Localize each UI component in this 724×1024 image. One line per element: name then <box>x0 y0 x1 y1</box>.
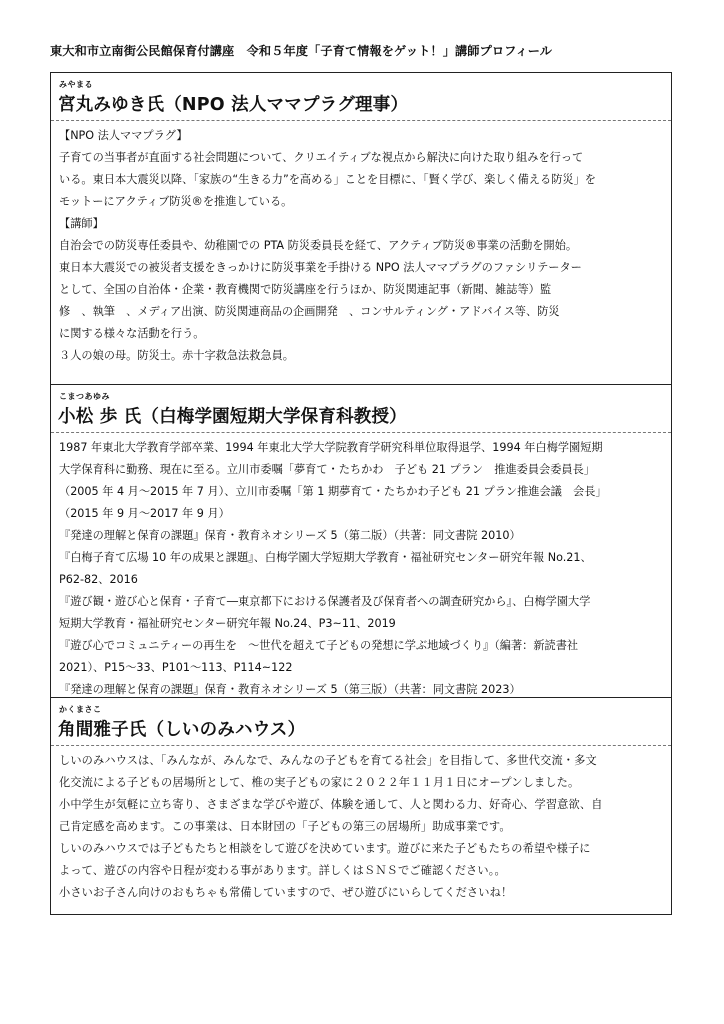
name-reading: みやまる <box>59 80 93 89</box>
body-line: 『発達の理解と保育の課題』保育・教育ネオシリーズ 5（第二版）（共著：同文書院 2010） <box>59 529 521 542</box>
profile-section-kakuma <box>51 698 671 914</box>
body-line: いる。東日本大震災以降、「家族の“生きる力”を高める」ことを目標に、「賢く学び、楽しく備える防災」を <box>59 173 596 186</box>
body-line: として、全国の自治体・企業・教育機関で防災講座を行うほか、防災関連記事（新聞、雑誌等）監 <box>59 283 552 296</box>
body-line: 化交流による子どもの居場所として、椎の実子どもの家に２０２２年１１月１日にオープンしました。 <box>59 776 580 789</box>
profile-body <box>51 746 671 904</box>
body-line: 短期大学教育・福祉研究センター研究年報 No.24、P3~11、2019 <box>59 617 396 630</box>
body-line: 【NPO 法人ママプラグ】 <box>59 129 188 142</box>
body-line: 『発達の理解と保育の課題』保育・教育ネオシリーズ 5（第三版）（共著：同文書院 2023） <box>59 683 521 696</box>
body-line: 【講師】 <box>59 217 104 230</box>
body-line: しいのみハウスでは子どもたちと相談をして遊びを決めています。遊びに来た子どもたちの希望や様子に <box>59 842 591 855</box>
body-line: 『遊び心でコミュニティーの再生を ～世代を超えて子どもの発想に学ぶ地域づくり』（編著：新読書社 <box>59 639 579 652</box>
lecturer-name: 小松 歩 氏（白梅学園短期大学保育科教授） <box>58 407 407 427</box>
profile-section-komatsu <box>51 385 671 698</box>
lecturer-name: 角間雅子氏（しいのみハウス） <box>58 720 306 740</box>
body-line: 小さいお子さん向けのおもちゃも常備していますので、ぜひ遊びにいらしてくださいね！ <box>59 886 513 899</box>
body-line: 己肯定感を高めます。この事業は、日本財団の「子どもの第三の居場所」助成事業です。 <box>59 820 511 833</box>
profile-heading <box>51 73 671 121</box>
body-line: 2021）、P15～33、P101～113、P114~122 <box>59 661 293 674</box>
profile-section-miyamaru <box>51 73 671 385</box>
profile-body <box>51 121 671 367</box>
body-line: 自治会での防災専任委員や、幼稚園での PTA 防災委員長を経て、アクティブ防災®事業の活動を開始。 <box>59 239 578 252</box>
body-line: P62-82、2016 <box>59 573 138 586</box>
document-title: 東大和市立南街公民館保育付講座 令和５年度「子育て情報をゲット！」講師プロフィール <box>50 44 553 58</box>
body-line: 修 、執筆 、メディア出演、防災関連商品の企画開発 、コンサルティング・アドバイス等、防災 <box>59 305 560 318</box>
name-reading: かくまさこ <box>59 705 102 714</box>
body-line: しいのみハウスは、「みんなが、みんなで、みんなの子どもを育てる社会」を目指して、多世代交流・多文 <box>59 754 597 767</box>
lecturer-name: 宮丸みゆき氏（NPO 法人ママプラグ理事） <box>58 95 409 115</box>
body-line: 東日本大震災での被災者支援をきっかけに防災事業を手掛ける NPO 法人ママプラグのファシリテーター <box>59 261 582 274</box>
body-line: 子育ての当事者が直面する社会問題について、クリエイティブな視点から解決に向けた取り組みを行って <box>59 151 584 164</box>
body-line: よって、遊びの内容や日程が変わる事があります。詳しくはＳＮＳでご確認ください。。 <box>59 864 506 877</box>
body-line: 大学保育科に勤務、現在に至る。立川市委嘱「夢育て・たちかわ 子ども 21 プラン 推進委員会委員長」 <box>59 463 595 476</box>
body-line: 小中学生が気軽に立ち寄り、さまざまな学びや遊び、体験を通して、人と関わる力、好奇心、学習意欲、自 <box>59 798 603 811</box>
body-line: ３人の娘の母。防災士。赤十字救急法救急員。 <box>59 349 294 362</box>
profile-body <box>51 433 671 701</box>
profile-table <box>50 72 672 915</box>
body-line: に関する様々な活動を行う。 <box>59 327 205 340</box>
body-line: （2005 年 4 月～2015 年 7 月）、立川市委嘱「第 1 期夢育て・たちかわ子ども 21 プラン推進会議 会長」 <box>59 485 607 498</box>
body-line: モットーにアクティブ防災®を推進している。 <box>59 195 293 208</box>
profile-heading <box>51 698 671 746</box>
body-line: 『遊び観・遊び心と保育・子育て―東京都下における保護者及び保育者への調査研究から』、白梅学園大学 <box>59 595 591 608</box>
body-line: （2015 年 9 月～2017 年 9 月） <box>59 507 230 520</box>
body-line: 『白梅子育て広場 10 年の成果と課題』、白梅学園大学短期大学教育・福祉研究センター研究年報 No.21、 <box>59 551 592 564</box>
body-line: 1987 年東北大学教育学部卒業、1994 年東北大学大学院教育学研究科単位取得退学、1994 年白梅学園短期 <box>59 441 603 454</box>
profile-heading <box>51 385 671 433</box>
name-reading: こまつあゆみ <box>59 392 110 401</box>
